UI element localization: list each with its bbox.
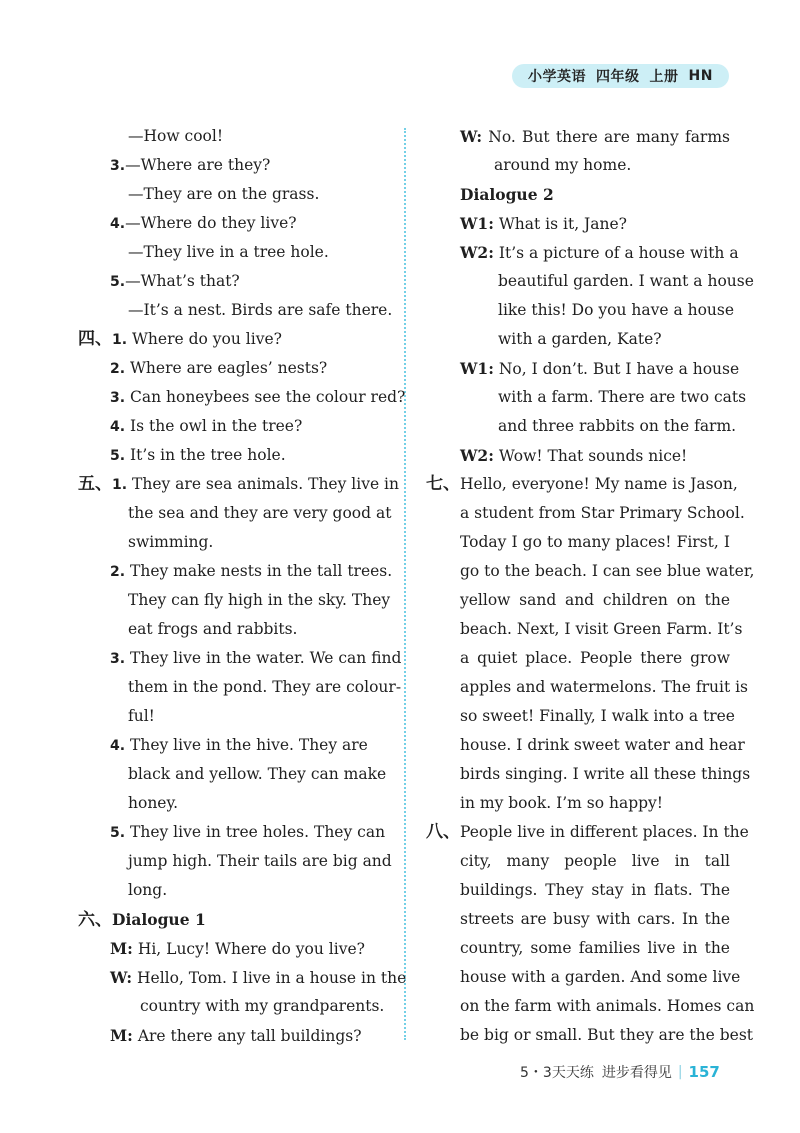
text-line: buildings. They stay in flats. The (460, 881, 730, 899)
dialogue-line: W: No. But there are many farms (460, 127, 730, 146)
text-line: city, many people live in tall (460, 852, 730, 870)
speaker-label: M: (110, 939, 133, 958)
text-line: jump high. Their tails are big and (128, 852, 392, 870)
text-line: a quiet place. People there grow (460, 649, 730, 667)
section-6-label: 六、 (78, 910, 112, 930)
answer-item-4: 4.—Where do they live? (110, 214, 297, 232)
text-line: the sea and they are very good at (128, 504, 392, 522)
text-line: country with my grandparents. (140, 997, 385, 1015)
text-line: and three rabbits on the farm. (498, 417, 737, 435)
dialogue-line: W1: No, I don’t. But I have a house (460, 359, 740, 378)
section-7-line: 七、Hello, everyone! My name is Jason, (426, 474, 738, 494)
speaker-label: W1: (460, 214, 494, 233)
text-line: like this! Do you have a house (498, 301, 735, 319)
section-5-item-2: 2. They make nests in the tall trees. (110, 562, 393, 580)
speaker-label: W2: (460, 446, 494, 465)
text-line: beach. Next, I visit Green Farm. It’s (460, 620, 743, 638)
text-line: house with a garden. And some live (460, 968, 741, 986)
section-4-item-2: 2. Where are eagles’ nests? (110, 359, 328, 377)
answer-line: —They live in a tree hole. (128, 243, 329, 261)
dialogue-2-title: Dialogue 2 (460, 185, 554, 204)
column-divider (404, 128, 406, 1040)
text-line: yellow sand and children on the (460, 591, 730, 609)
header-badge (512, 64, 729, 88)
section-5-item-3: 3. They live in the water. We can find (110, 649, 402, 667)
text-line: birds singing. I write all these things (460, 765, 751, 783)
section-6-heading (78, 905, 382, 934)
speaker-label: W2: (460, 243, 494, 262)
section-5-item-4: 4. They live in the hive. They are (110, 736, 368, 754)
section-4-item-1: 四、1. Where do you live? (78, 329, 282, 349)
text-line: country, some families live in the (460, 939, 730, 957)
section-7-label: 七、 (426, 474, 460, 494)
text-line: go to the beach. I can see blue water, (460, 562, 755, 580)
right-column (426, 122, 755, 1050)
dialogue-line: M: Hi, Lucy! Where do you live? (110, 939, 365, 958)
text-line: honey. (128, 794, 179, 812)
dialogue-line: W2: Wow! That sounds nice! (460, 446, 688, 465)
text-line: house. I drink sweet water and hear (460, 736, 745, 754)
text-line: around my home. (494, 156, 632, 174)
text-line: be big or small. But they are the best (460, 1026, 754, 1044)
speaker-label: M: (110, 1026, 133, 1045)
answer-line: —How cool! (128, 127, 224, 145)
volume-label: 上册 (649, 69, 679, 85)
section-8-line: 八、People live in different places. In the (426, 822, 749, 842)
dialogue-line: W1: What is it, Jane? (460, 214, 627, 233)
text-line: streets are busy with cars. In the (460, 910, 730, 928)
dialogue-line: W2: It’s a picture of a house with a (460, 243, 739, 262)
text-line: beautiful garden. I want a house (498, 272, 754, 290)
page-number: 157 (688, 1063, 720, 1081)
series-name: 5・3天天练 (520, 1065, 594, 1081)
text-line: ful! (128, 707, 155, 725)
speaker-label: W: (110, 968, 133, 987)
grade-label: 四年级 (596, 69, 640, 85)
text-line: in my book. I’m so happy! (460, 794, 664, 812)
text-line: with a garden, Kate? (498, 330, 662, 348)
section-4-label: 四、 (78, 329, 112, 349)
section-8-label: 八、 (426, 822, 460, 842)
speaker-label: W: (460, 127, 483, 146)
page-footer (520, 1062, 720, 1082)
section-5-label: 五、 (78, 474, 112, 494)
dialogue-line: W: Hello, Tom. I live in a house in the (110, 968, 407, 987)
answer-line: —They are on the grass. (128, 185, 320, 203)
text-line: a student from Star Primary School. (460, 504, 745, 522)
section-4-item-5: 5. It’s in the tree hole. (110, 446, 286, 464)
text-line: with a farm. There are two cats (498, 388, 747, 406)
footer-separator: | (677, 1064, 683, 1080)
dialogue-1-title: Dialogue 1 (112, 910, 206, 929)
text-line: black and yellow. They can make (128, 765, 387, 783)
text-line: long. (128, 881, 168, 899)
section-4-item-4: 4. Is the owl in the tree? (110, 417, 303, 435)
dialogue-line: M: Are there any tall buildings? (110, 1026, 362, 1045)
section-5-item-5: 5. They live in tree holes. They can (110, 823, 386, 841)
answer-line: —It’s a nest. Birds are safe there. (128, 301, 393, 319)
text-line: on the farm with animals. Homes can (460, 997, 755, 1015)
series-slogan: 进步看得见 (601, 1065, 672, 1081)
answer-item-3: 3.—Where are they? (110, 156, 271, 174)
left-column (78, 122, 407, 1050)
text-line: eat frogs and rabbits. (128, 620, 298, 638)
text-line: Today I go to many places! First, I (460, 533, 730, 551)
text-line: so sweet! Finally, I walk into a tree (460, 707, 735, 725)
answer-item-5: 5.—What’s that? (110, 272, 240, 290)
text-line: They can fly high in the sky. They (128, 591, 391, 609)
edition-label: HN (688, 68, 713, 84)
section-5-item-1: 五、1. They are sea animals. They live in (78, 474, 399, 494)
speaker-label: W1: (460, 359, 494, 378)
subject-label: 小学英语 (528, 69, 587, 85)
text-line: them in the pond. They are colour- (128, 678, 402, 696)
text-line: swimming. (128, 533, 214, 551)
section-4-item-3: 3. Can honeybees see the colour red? (110, 388, 406, 406)
text-line: apples and watermelons. The fruit is (460, 678, 749, 696)
